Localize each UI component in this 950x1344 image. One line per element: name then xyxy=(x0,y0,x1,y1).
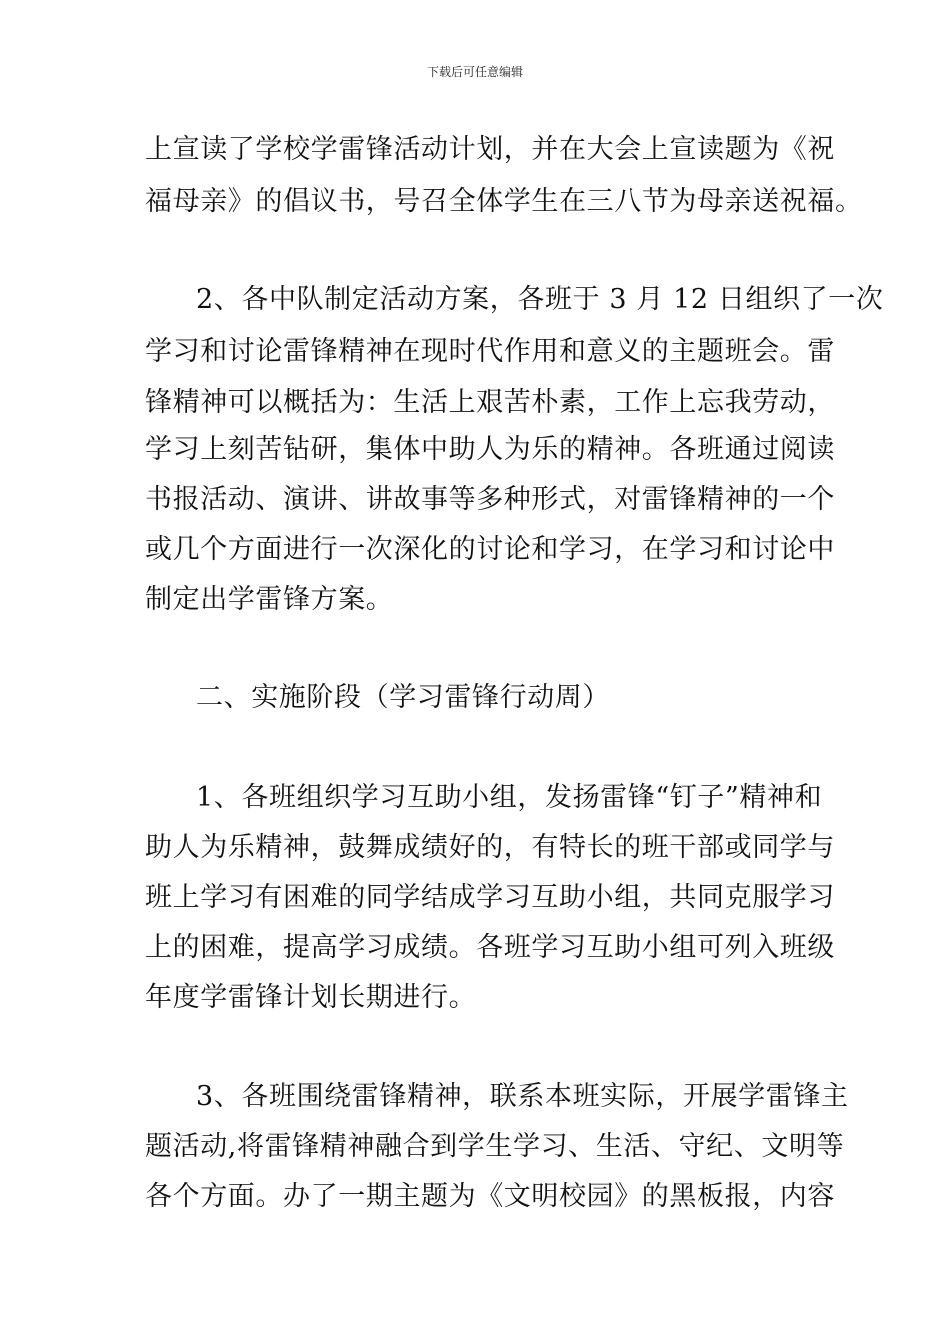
text-line: 3、各班围绕雷锋精神，联系本班实际，开展学雷锋主 xyxy=(196,1081,849,1112)
page-header: 下载后可任意编辑 xyxy=(426,65,523,79)
text-line: 锋精神可以概括为：生活上艰苦朴素，工作上忘我劳动， xyxy=(145,387,835,418)
text-line: 班上学习有困难的同学结成学习互助小组，共同克服学习 xyxy=(145,882,835,913)
text-line: 2、各中队制定活动方案，各班于 3 月 12 日组织了一次 xyxy=(196,284,884,315)
text-line: 书报活动、演讲、讲故事等多种形式，对雷锋精神的一个 xyxy=(145,484,835,515)
text-line: 上的困难，提高学习成绩。各班学习互助小组可列入班级 xyxy=(145,932,835,963)
text-line: 各个方面。办了一期主题为《文明校园》的黑板报，内容 xyxy=(145,1181,835,1212)
text-line: 学习上刻苦钻研，集体中助人为乐的精神。各班通过阅读 xyxy=(145,434,835,465)
text-line: 年度学雷锋计划长期进行。 xyxy=(145,982,477,1013)
text-line: 助人为乐精神，鼓舞成绩好的，有特长的班干部或同学与 xyxy=(145,832,835,863)
text-line: 学习和讨论雷锋精神在现时代作用和意义的主题班会。雷 xyxy=(145,336,835,367)
text-line: 上宣读了学校学雷锋活动计划，并在大会上宣读题为《祝 xyxy=(145,134,835,165)
section-heading: 二、实施阶段（学习雷锋行动周） xyxy=(196,682,610,713)
text-line: 1、各班组织学习互助小组，发扬雷锋“钉子”精神和 xyxy=(196,782,823,813)
text-line: 福母亲》的倡议书，号召全体学生在三八节为母亲送祝福。 xyxy=(145,186,863,217)
text-line: 制定出学雷锋方案。 xyxy=(145,584,394,615)
text-line: 或几个方面进行一次深化的讨论和学习，在学习和讨论中 xyxy=(145,534,835,565)
text-line: 题活动,将雷锋精神融合到学生学习、生活、守纪、文明等 xyxy=(145,1131,845,1162)
